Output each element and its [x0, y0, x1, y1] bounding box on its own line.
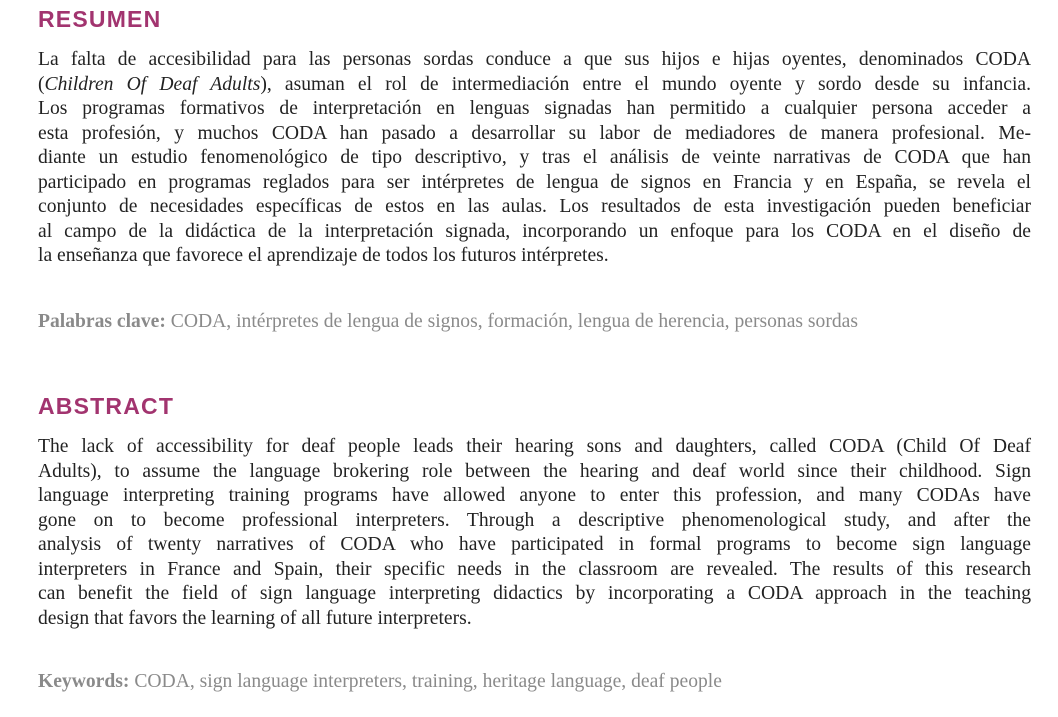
abstract-line: The lack of accessibility for deaf people leads their hearing sons and daughters, called CODA (Child Of Deaf	[38, 436, 1031, 457]
abstract-paragraph	[38, 435, 1031, 631]
resumen-line-text: esta profesión, y muchos CODA han pasado a desarrollar su labor de mediadores de manera profesional. Me-	[38, 122, 1031, 144]
resumen-line-text: conjunto de necesidades específicas de estos en las aulas. Los resultados de esta investigación pueden beneficiar	[38, 196, 1031, 217]
resumen-keywords	[38, 311, 858, 333]
resumen-heading: RESUMEN	[38, 6, 162, 32]
resumen-paragraph	[38, 48, 1031, 269]
resumen-line-text: (	[38, 73, 45, 95]
resumen-line	[38, 220, 1031, 245]
resumen-line-text: La falta de accesibilidad para las personas sordas conduce a que sus hijos e hijas oyentes, denominados CODA	[38, 49, 1031, 70]
resumen-line-text: la enseñanza que favorece el aprendizaje de todos los futuros intérpretes.	[38, 245, 609, 266]
abstract-line: interpreters in France and Spain, their specific needs in the classroom are revealed. The results of this research	[38, 558, 1031, 580]
abstract-line: Adults), to assume the language brokering role between the hearing and deaf world since their childhood. Sign	[38, 460, 1031, 482]
keywords-list: CODA, sign language interpreters, training, heritage language, deaf people	[129, 671, 722, 692]
abstract-keywords	[38, 671, 722, 693]
abstract-line: gone on to become professional interpreters. Through a descriptive phenomenological study, and after the	[38, 509, 1031, 531]
abstract-line: analysis of twenty narratives of CODA who have participated in formal programs to become sign language	[38, 534, 1031, 555]
abstract-line: design that favors the learning of all future interpreters.	[38, 607, 472, 629]
resumen-line	[38, 73, 1031, 98]
resumen-line	[38, 146, 1031, 171]
resumen-line	[38, 97, 1031, 122]
resumen-line	[38, 244, 1031, 269]
abstract-line: language interpreting training programs have allowed anyone to enter this profession, and many CODAs have	[38, 485, 1031, 506]
resumen-line-text: participado en programas reglados para ser intérpretes de lengua de signos en Francia y en España, se revela el	[38, 171, 1031, 193]
resumen-line	[38, 122, 1031, 147]
resumen-line	[38, 195, 1031, 220]
abstract-line: can benefit the field of sign language interpreting didactics by incorporating a CODA approach in the teaching	[38, 583, 1031, 604]
resumen-line	[38, 171, 1031, 196]
resumen-line-text: ), asuman el rol de intermediación entre el mundo oyente y sordo desde su infancia.	[260, 73, 1031, 95]
coda-expansion-italic: Children Of Deaf Adults	[44, 73, 261, 95]
abstract-heading: ABSTRACT	[38, 393, 175, 419]
resumen-line	[38, 48, 1031, 73]
keywords-list: CODA, intérpretes de lengua de signos, formación, lengua de herencia, personas sordas	[165, 311, 858, 332]
keywords-label: Keywords:	[38, 671, 130, 692]
resumen-line-text: diante un estudio fenomenológico de tipo descriptivo, y tras el análisis de veinte narrativas de CODA que han	[38, 147, 1031, 168]
resumen-line-text: al campo de la didáctica de la interpretación signada, incorporando un enfoque para los CODA en el diseño de	[38, 220, 1031, 242]
keywords-label: Palabras clave:	[38, 311, 166, 332]
resumen-line-text: Los programas formativos de interpretación en lenguas signadas han permitido a cualquier persona acceder a	[38, 98, 1031, 119]
